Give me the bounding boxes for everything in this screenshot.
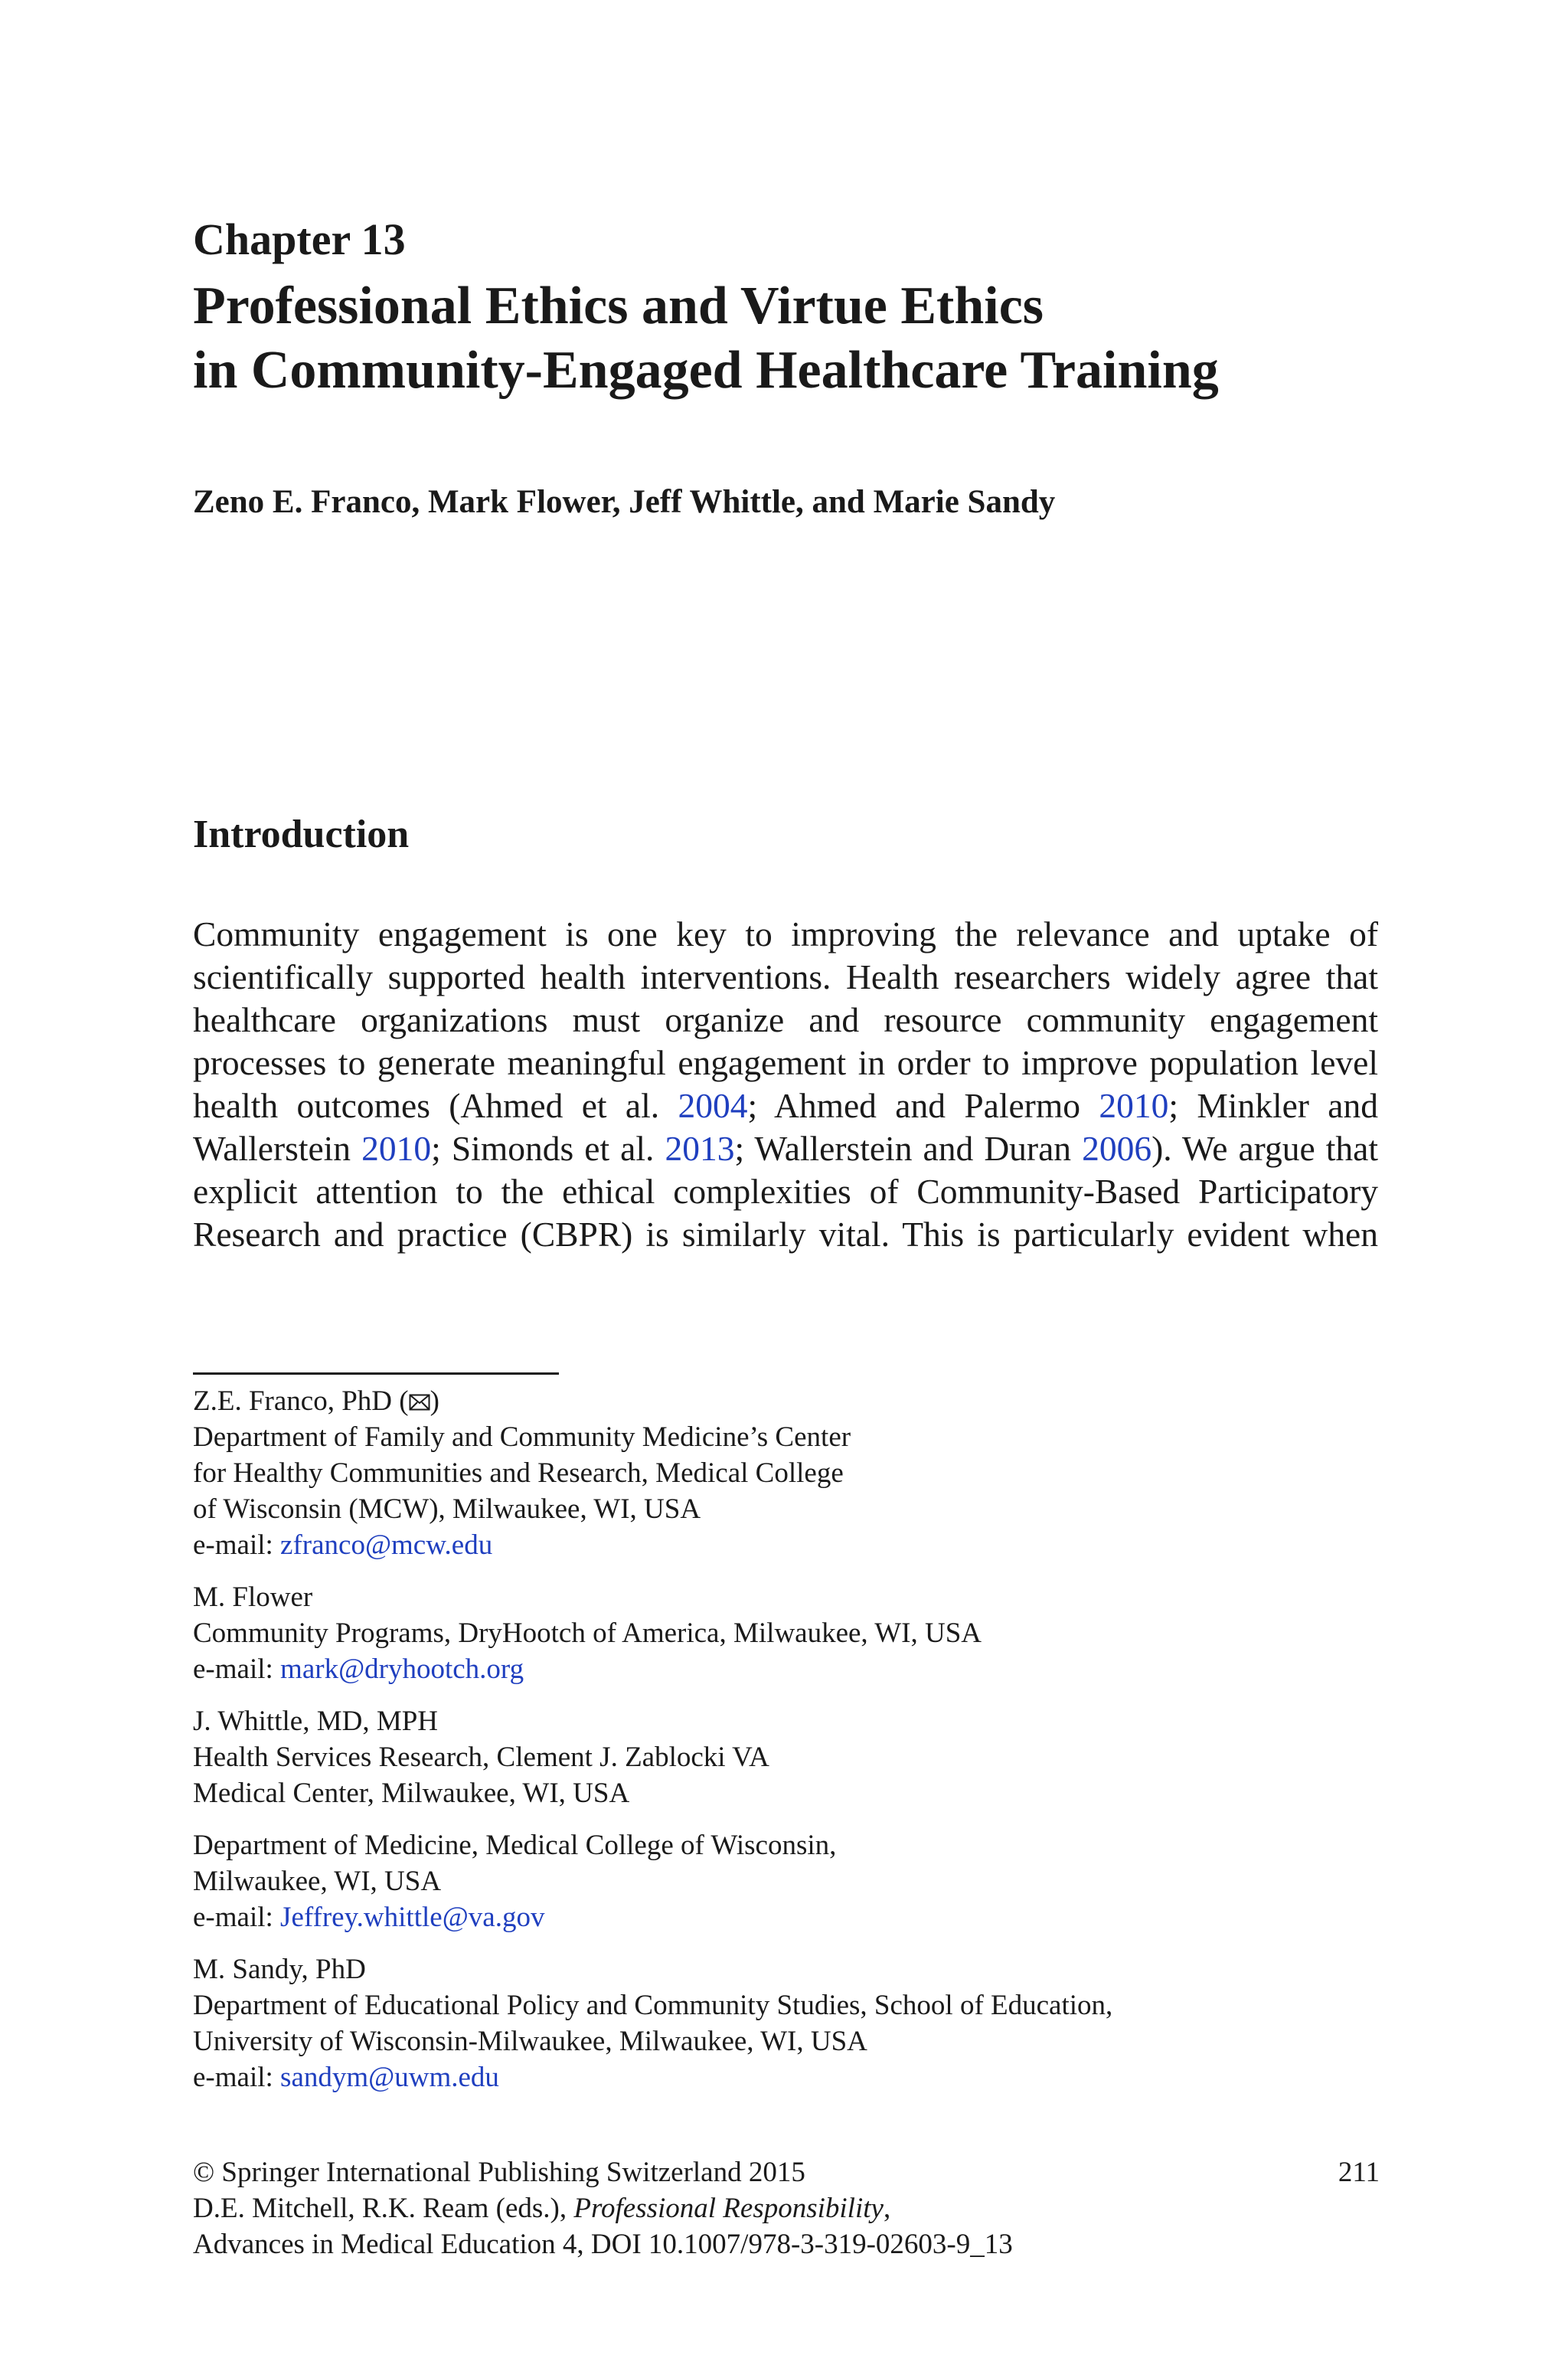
affiliation-line: [193, 1739, 1112, 1775]
affiliation-text: Health Services Research, Clement J. Zablocki VA: [193, 1742, 769, 1773]
body-line: [193, 1084, 1378, 1127]
editors-suffix: ,: [883, 2193, 891, 2224]
body-line: [193, 913, 1378, 956]
affiliations: [193, 1383, 1112, 2111]
affiliation-text: Department of Family and Community Medicine’s Center: [193, 1421, 851, 1453]
email-link[interactable]: mark@dryhootch.org: [280, 1653, 524, 1685]
body-text-run: explicit attention to the ethical complexities of Community-Based Participatory: [193, 1172, 1378, 1211]
affiliation-text: Department of Educational Policy and Community Studies, School of Education,: [193, 1990, 1113, 2021]
affiliation-line: [193, 1455, 1112, 1491]
series-line: Advances in Medical Education 4, DOI 10.1007/978-3-319-02603-9_13: [193, 2229, 1013, 2260]
affiliation-text: Milwaukee, WI, USA: [193, 1866, 442, 1897]
affiliation-block: [193, 1703, 1112, 1811]
author-list: Zeno E. Franco, Mark Flower, Jeff Whittle, and Marie Sandy: [193, 484, 1056, 520]
affiliation-text: Department of Medicine, Medical College of Wisconsin,: [193, 1830, 837, 1861]
citation-link[interactable]: 2006: [1082, 1129, 1152, 1168]
body-text-run: ). We argue that: [1152, 1129, 1379, 1168]
body-text-run: healthcare organizations must organize and resource community engagement: [193, 1000, 1378, 1039]
affiliation-text: Z.E. Franco, PhD (: [193, 1385, 409, 1417]
affiliation-text: M. Flower: [193, 1582, 313, 1613]
email-label: e-mail:: [193, 1902, 281, 1933]
body-line: [193, 1127, 1378, 1170]
body-text-run: processes to generate meaningful engagement in order to improve population level: [193, 1043, 1378, 1082]
affiliation-line: [193, 1775, 1112, 1811]
footnote-divider: [193, 1372, 559, 1375]
affiliation-line: Z.E. Franco, PhD ( ): [193, 1385, 439, 1417]
email-label: e-mail:: [193, 1529, 281, 1561]
affiliation-line: [193, 1987, 1112, 2023]
affiliation-text: Medical Center, Milwaukee, WI, USA: [193, 1778, 630, 1809]
body-text-run: ; Wallerstein and Duran: [734, 1129, 1083, 1168]
affiliation-text: M. Sandy, PhD: [193, 1954, 366, 1985]
email-label: e-mail:: [193, 2062, 281, 2093]
page-number: 211: [1338, 2157, 1380, 2188]
email-line: [193, 1651, 1112, 1687]
email-label: e-mail:: [193, 1653, 281, 1685]
email-link[interactable]: Jeffrey.whittle@va.gov: [280, 1902, 545, 1933]
affiliation-line: [193, 1615, 1112, 1651]
body-text-run: Community engagement is one key to improving the relevance and uptake of: [193, 914, 1378, 953]
body-line: [193, 1213, 1378, 1256]
editors-line: [193, 2190, 1380, 2226]
copyright-line: © Springer International Publishing Switzerland 2015: [193, 2157, 805, 2188]
affiliation-line: [193, 1827, 1112, 1863]
body-text-run: scientifically supported health interventions. Health researchers widely agree that: [193, 957, 1378, 996]
body-paragraph: [193, 913, 1378, 1256]
email-link[interactable]: sandym@uwm.edu: [280, 2062, 499, 2093]
chapter-number: Chapter 13: [193, 214, 406, 264]
body-text-run: ; Minkler and: [1168, 1086, 1378, 1125]
affiliation-text: of Wisconsin (MCW), Milwaukee, WI, USA: [193, 1493, 701, 1525]
affiliation-line: [193, 1703, 1112, 1739]
body-line: [193, 956, 1378, 999]
email-line: [193, 1899, 1112, 1935]
editors-prefix: D.E. Mitchell, R.K. Ream (eds.),: [193, 2193, 574, 2224]
affiliation-block: [193, 1579, 1112, 1687]
book-title: Professional Responsibility: [573, 2193, 884, 2224]
affiliation-text: J. Whittle, MD, MPH: [193, 1706, 439, 1737]
affiliation-line: [193, 1579, 1112, 1615]
envelope-icon: [409, 1393, 430, 1411]
section-heading: Introduction: [193, 813, 410, 856]
email-line: [193, 1527, 1112, 1563]
body-line: [193, 1170, 1378, 1213]
affiliation-text: for Healthy Communities and Research, Medical College: [193, 1457, 844, 1489]
affiliation-line: [193, 1491, 1112, 1527]
body-text-run: Wallerstein: [193, 1129, 362, 1168]
chapter-title-line: in Community-Engaged Healthcare Training: [193, 341, 1219, 400]
affiliation-line: [193, 1419, 1112, 1455]
email-link[interactable]: zfranco@mcw.edu: [280, 1529, 493, 1561]
affiliation-line: [193, 1863, 1112, 1899]
body-line: [193, 999, 1378, 1042]
body-line: [193, 1042, 1378, 1084]
chapter-title: [193, 274, 1219, 403]
affiliation-block: [193, 1951, 1112, 2095]
affiliation-block: [193, 1383, 1112, 1563]
body-text-run: health outcomes (Ahmed et al.: [193, 1086, 678, 1125]
affiliation-block: [193, 1827, 1112, 1935]
body-text-run: Research and practice (CBPR) is similarly vital. This is particularly evident when: [193, 1215, 1378, 1254]
citation-link[interactable]: 2010: [361, 1129, 432, 1168]
citation-link[interactable]: 2013: [665, 1129, 735, 1168]
body-text-run: ; Ahmed and Palermo: [747, 1086, 1099, 1125]
body-text-run: ; Simonds et al.: [431, 1129, 665, 1168]
chapter-title-line: Professional Ethics and Virtue Ethics: [193, 276, 1044, 335]
citation-link[interactable]: 2004: [678, 1086, 748, 1125]
email-line: [193, 2059, 1112, 2095]
affiliation-line: [193, 1951, 1112, 1987]
imprint: [193, 2154, 1380, 2262]
affiliation-line: [193, 2023, 1112, 2059]
affiliation-text: University of Wisconsin-Milwaukee, Milwaukee, WI, USA: [193, 2026, 867, 2057]
affiliation-text: Community Programs, DryHootch of America, Milwaukee, WI, USA: [193, 1617, 982, 1649]
citation-link[interactable]: 2010: [1099, 1086, 1169, 1125]
